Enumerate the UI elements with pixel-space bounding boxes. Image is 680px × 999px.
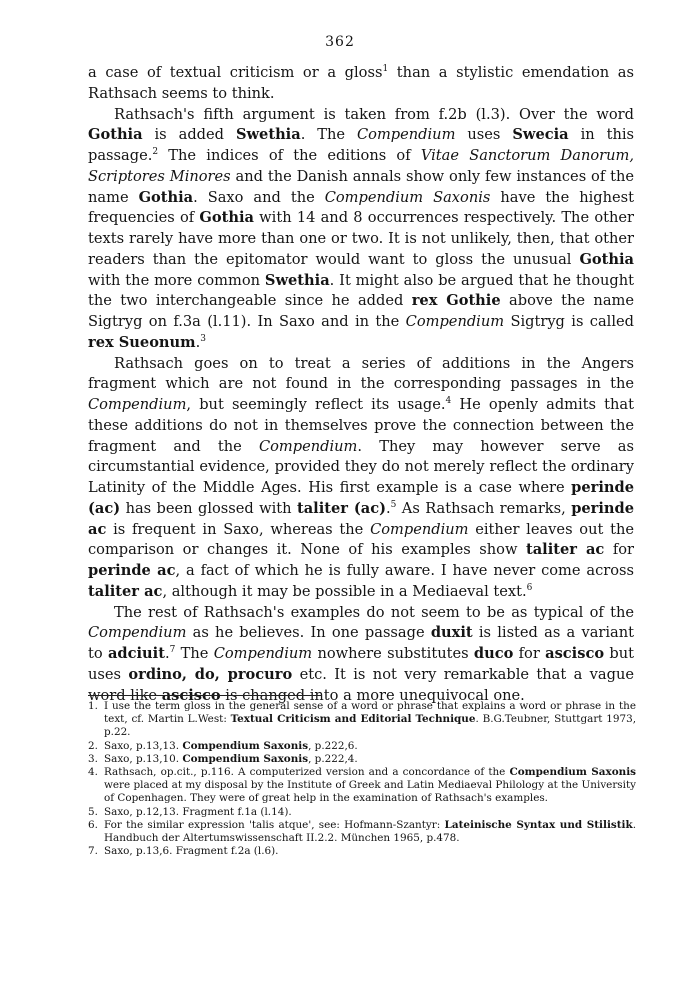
text-run: . B.G.Teubner, Stuttgart 1973, p.22. [104,713,636,739]
text-run: has been glossed with [120,499,297,517]
text-run: As Rathsach remarks, [396,499,572,517]
page-number: 362 [325,34,355,50]
text-run: . They may however serve as circumstantial evidence, provided they do not merely reflect the ordinary Latinity of the Middle Ages. His first example is a case where [88,437,634,496]
text-run: uses [455,126,513,144]
text-run: above the name Sigtryg on f.3a (l.11). In Saxo and in the [88,292,634,330]
text-run: Saxo, p.13,10. [104,752,183,765]
text-run: is changed into a more unequivocal one. [220,686,525,704]
footnote-ref: 3 [200,333,206,344]
bold-term: Lateinische Syntax und Stilistik [444,818,633,831]
italic-title: Compendium [213,645,313,662]
paragraph [88,603,634,707]
text-run: Rathsach, op.cit., p.116. A computerized version and a concordance of the [104,766,510,779]
text-run: . [164,645,170,662]
bold-term: taliter (ac) [296,499,386,517]
footnote-ref: 4 [445,396,452,406]
text-run: . Saxo and the [193,188,325,206]
text-run: have the highest frequencies of [88,188,634,227]
italic-title: Compendium [258,437,358,455]
footnote [88,753,636,766]
footnote-text [104,740,636,753]
italic-title: Compendium [88,624,187,642]
text-run: Rathsach goes on to treat a series of additions in the Angers fragment which are not found in the corresponding passages in the [88,354,634,393]
footnote [88,806,636,819]
footnote-divider [88,695,322,696]
body-text [88,63,634,706]
footnote-text [104,819,636,845]
italic-title: Compendium [405,313,505,330]
bold-term: rex Gothie [411,292,501,310]
footnote-ref: 2 [152,147,159,157]
paragraph [88,354,634,603]
footnote-ref: 5 [390,499,397,510]
text-run: a case of textual criticism or a gloss [88,64,383,81]
italic-title: Compendium [357,126,456,144]
paragraph [88,63,634,105]
text-run: . It might also be argued that he thought the two interchangeable since he added [88,271,635,310]
footnote-ref: 1 [382,64,389,74]
text-run: For the similar expression 'talis atque', see: Hofmann-Szantyr: [104,818,445,831]
text-run: Saxo, p.13,13. [104,739,183,752]
text-run: nowhere substitutes [312,645,474,662]
footnote-number: 4. [88,766,98,779]
footnote-text [104,806,636,819]
text-run: is added [142,126,236,144]
bold-term: perinde (ac) [88,479,634,517]
text-run: . Handbuch der Altertumswissenschaft II.2.2. München 1965, p.478. [104,818,636,845]
text-run: is listed as a variant to [88,624,635,662]
footnotes [88,700,636,858]
bold-term: ascisco [545,645,605,662]
text-run: is frequent in Saxo, whereas the [106,520,371,538]
bold-term: Gothia [88,126,143,144]
footnote-text [104,845,636,858]
bold-term: rex Sueonum [88,333,196,351]
footnote-number: 2. [88,739,98,752]
text-run: in this passage. [88,126,635,164]
bold-term: ordino, do, procuro [128,665,293,683]
text-run: for [513,645,546,662]
text-run: . [386,499,391,517]
footnote-number: 5. [88,805,98,818]
text-run: Saxo, p.13,6. Fragment f.2a (l.6). [104,845,279,858]
footnote [88,700,636,740]
bold-term: Swethia [235,126,301,144]
bold-term: Swethia [264,271,330,289]
footnote [88,819,636,845]
footnote [88,845,636,858]
footnote-ref: 7 [169,645,176,655]
bold-term: Textual Criticism and Editorial Technique [230,713,476,726]
bold-term: perinde ac [88,499,635,538]
italic-title: Compendium Saxonis [324,188,491,206]
text-run: with the more common [88,271,265,289]
footnote-text [104,753,636,766]
bold-term: taliter ac [525,541,605,559]
text-run: either leaves out the comparison or changes it. None of his examples show [88,520,635,559]
text-run: , p.222,6. [308,739,358,752]
text-run: . The [300,126,357,144]
paragraph [88,105,634,354]
footnote-number: 7. [88,845,98,858]
text-run: Rathsach's fifth argument is taken from f.2b (l.3). Over the word [114,105,634,123]
text-run: , but seemingly reflect its usage. [186,396,446,413]
bold-term: Compendium Saxonis [509,766,636,779]
footnote-number: 3. [88,752,98,765]
italic-title: Compendium [370,520,469,538]
text-run: were placed at my disposal by the Institute of Greek and Latin Mediaeval Philology at the University of Copenhagen. They were of great help in the examination of Rathsach's examples. [104,779,636,805]
footnote-text [104,766,636,806]
footnote [88,766,636,806]
bold-term: adciuit [107,645,165,662]
bold-term: Gothia [199,209,254,227]
footnote-ref: 6 [526,582,533,593]
text-run: , a fact of which he is fully aware. I have never come across [175,562,634,579]
text-run: for [604,541,634,559]
footnote-text [104,700,636,740]
footnote-number: 6. [88,818,98,831]
bold-term: Compendium Saxonis [182,739,309,752]
text-run: , p.222,4. [308,752,358,765]
footnote [88,740,636,753]
bold-term: duco [473,645,514,662]
italic-title: Compendium [88,396,187,413]
bold-term: taliter ac [88,582,163,600]
text-run: with 14 and 8 occurrences respectively. The other texts rarely have more than one or two. It is not unlikely, then, that other readers than the epitomator would want to gloss the unusual [88,209,634,268]
text-run: I use the term gloss in the general sense of a word or phrase that explains a word or phrase in the text, cf. Martin L.West: [104,700,636,726]
italic-title: Vitae Sanctorum Danorum, Scriptores Minores [88,147,634,185]
text-run: etc. It is not very remarkable that a vague word like [88,665,634,704]
text-run: , although it may be possible in a Mediaeval text. [162,582,527,600]
text-run: than a stylistic emendation as Rathsach seems to think. [88,64,634,102]
bold-term: duxit [430,624,473,642]
text-run: . [195,333,201,351]
text-run: but uses [88,645,634,683]
bold-term: ascisco [161,686,221,704]
bold-term: Gothia [138,188,194,206]
text-run: The [175,645,214,662]
text-run: Sigtryg is called [504,313,634,330]
bold-term: Swecia [512,126,569,144]
text-run: as he believes. In one passage [186,624,431,642]
text-run: The rest of Rathsach's examples do not seem to be as typical of the [114,603,634,621]
text-run: He openly admits that these additions do not in themselves prove the connection between the fragment and the [88,396,634,455]
bold-term: Compendium Saxonis [182,752,309,765]
footnote-number: 1. [88,700,98,712]
bold-term: Gothia [579,250,634,268]
text-run: and the Danish annals show only few instances of the name [88,167,634,206]
text-run: Saxo, p.12,13. Fragment f.1a (l.14). [104,805,292,818]
bold-term: perinde ac [88,562,176,579]
text-run: The indices of the editions of [158,147,421,164]
